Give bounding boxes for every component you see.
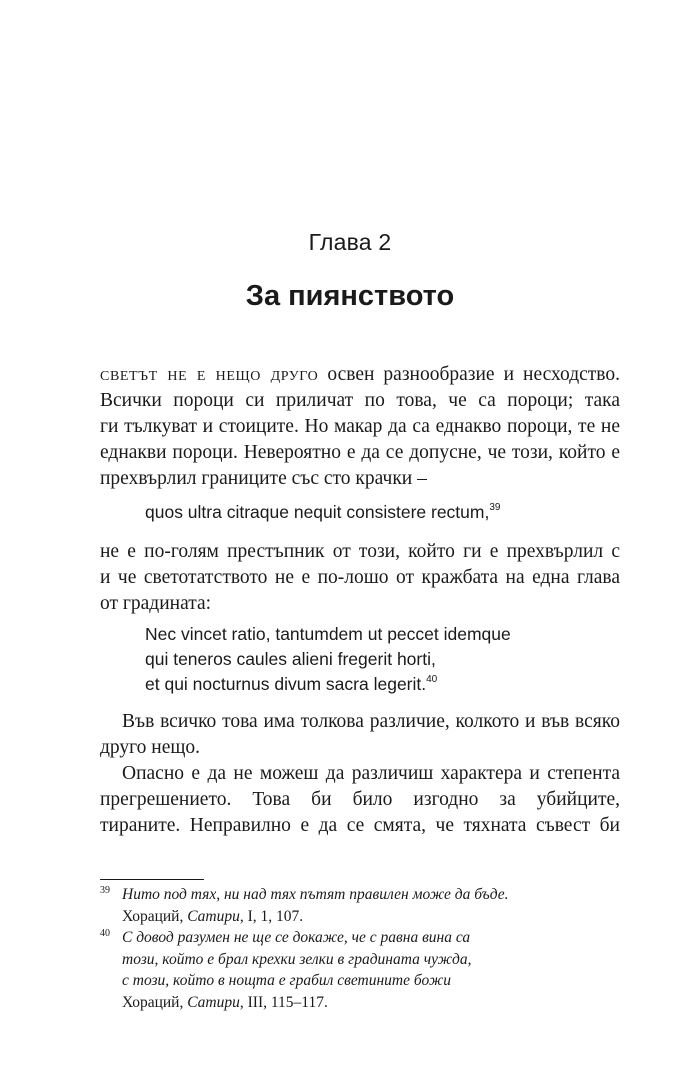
footnote-ref-text: , III, 115–117. xyxy=(239,993,328,1011)
footnotes xyxy=(100,884,620,1013)
paragraph-text: освен разнообразие и несходство. xyxy=(318,364,620,385)
footnote-divider xyxy=(100,879,204,880)
paragraph-4 xyxy=(100,761,620,839)
paragraph-line: Във всичко това има толкова различие, колкото и във всяко xyxy=(122,711,620,732)
footnote-work: Сатири xyxy=(187,993,240,1011)
quote-line: Nec vincet ratio, tantumdem ut peccet idemque xyxy=(145,624,511,644)
paragraph-2 xyxy=(100,539,620,617)
paragraph-line: еднакви пороци. Невероятно е да се допусне, че този, който е xyxy=(100,442,620,463)
footnote-40 xyxy=(100,927,620,1013)
paragraph-1 xyxy=(100,362,620,492)
quote-line: qui teneros caules alieni fregerit horti, xyxy=(145,649,436,669)
footnote-ref-39[interactable]: 39 xyxy=(489,502,501,513)
paragraph-line: от градината: xyxy=(100,593,212,614)
paragraph-line: Всички пороци си приличат по това, че са пороци; така xyxy=(100,390,620,411)
paragraph-line: прехвърлил границите със сто крачки – xyxy=(100,468,427,489)
footnote-verse: с този, който в нощта е грабил светините божи xyxy=(122,972,451,989)
footnote-number: 40 xyxy=(100,928,110,939)
footnote-line xyxy=(122,949,620,971)
latin-quote-1 xyxy=(145,500,615,525)
quote-text: et qui nocturnus divum sacra legerit. xyxy=(145,674,427,694)
footnote-verse: този, който е брал крехки зелки в градината чужда, xyxy=(122,950,472,968)
paragraph-line xyxy=(100,362,620,388)
chapter-title: За пиянството xyxy=(245,280,455,312)
quote-line xyxy=(145,672,615,697)
footnote-line xyxy=(122,992,620,1014)
footnote-work: Сатири xyxy=(187,907,240,925)
footnote-author: Хораций, xyxy=(122,907,188,925)
paragraph-line: не е по-голям престъпник от този, който ги е прехвърлил с xyxy=(100,541,620,562)
footnote-line xyxy=(122,906,620,928)
paragraph-line: друго нещо. xyxy=(100,737,201,758)
latin-quote-2 xyxy=(145,622,615,697)
footnote-ref-text: , I, 1, 107. xyxy=(239,907,304,925)
footnote-line xyxy=(122,884,620,906)
quote-text: quos ultra citraque nequit consistere rectum, xyxy=(145,502,490,522)
chapter-label: Глава 2 xyxy=(308,229,392,255)
footnote-line xyxy=(122,927,620,949)
quote-line xyxy=(145,500,615,525)
paragraph-line: Опасно е да не можеш да различиш характера и степента xyxy=(122,763,620,784)
paragraph-line: и че светотатството не е по-лошо от кражбата на една глава xyxy=(100,567,620,588)
footnote-author: Хораций, xyxy=(122,993,188,1011)
footnote-verse: Нито под тях, ни над тях пътят правилен може да бъде. xyxy=(122,886,509,903)
paragraph-line: прегрешението. Това би било изгодно за убийците, xyxy=(100,789,620,810)
smallcaps-lead: светът не е нещо друго xyxy=(100,364,319,385)
paragraph-3 xyxy=(100,709,620,761)
paragraph-line: тираните. Неправилно е да се смята, че тяхната съвест би xyxy=(100,815,620,836)
footnote-39 xyxy=(100,884,620,927)
footnote-ref-40[interactable]: 40 xyxy=(426,674,438,685)
footnote-line xyxy=(122,970,620,992)
paragraph-line: ги тълкуват и стоиците. Но макар да са еднакво пороци, те не xyxy=(100,416,620,437)
footnote-verse: С довод разумен не ще се докаже, че с равна вина са xyxy=(122,929,471,946)
footnote-number: 39 xyxy=(100,885,110,896)
